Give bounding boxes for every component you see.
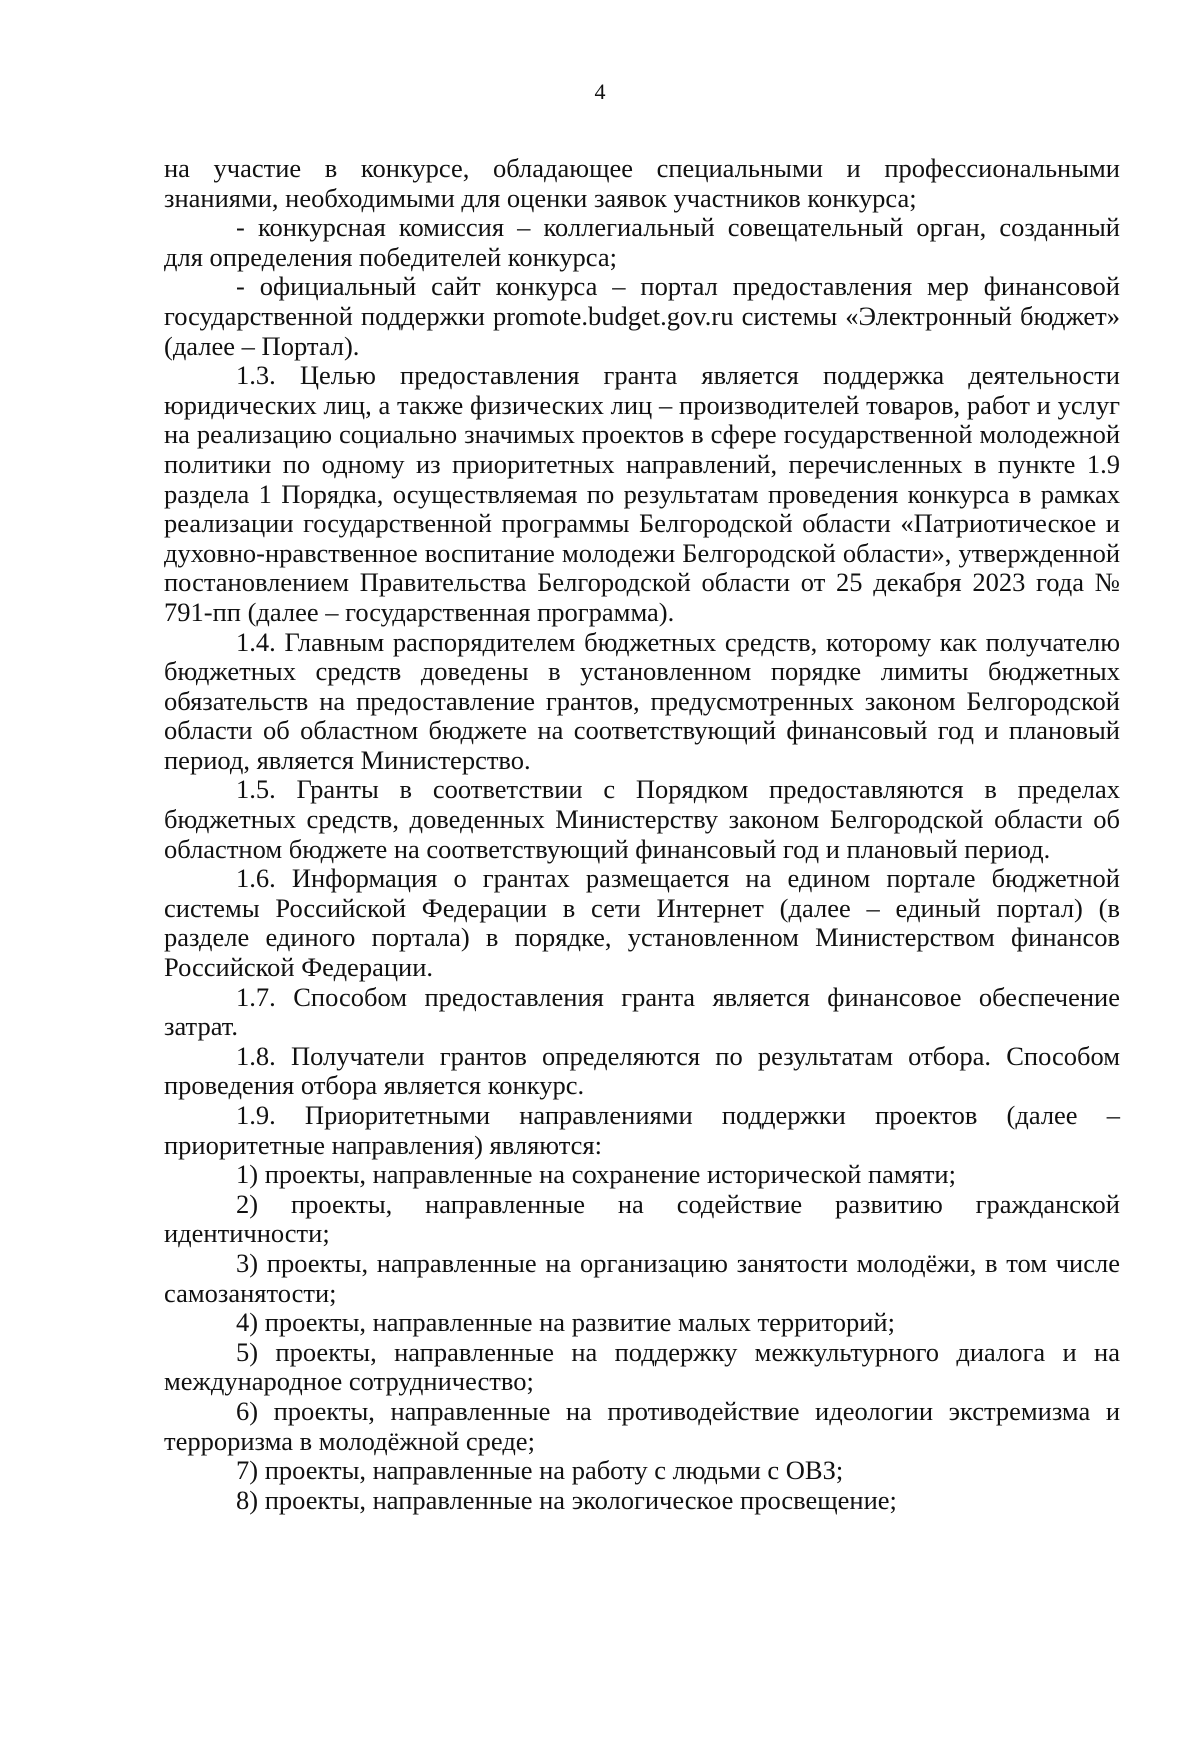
list-item-6: 6) проекты, направленные на противодействие идеологии экстремизма и терроризма в молодёжной среде;	[164, 1395, 1120, 1456]
clause-1-6: 1.6. Информация о грантах размещается на едином портале бюджетной системы Российской Федерации в сети Интернет (далее – единый портал) (в разделе единого портала) в порядке, установленном Министерством финансов Российской Федерации.	[164, 863, 1120, 983]
clause-1-8: 1.8. Получатели грантов определяются по результатам отбора. Способом проведения отбора является конкурс.	[164, 1040, 1120, 1101]
clause-1-4: 1.4. Главным распорядителем бюджетных средств, которому как получателю бюджетных средств доведены в установленном порядке лимиты бюджетных обязательств на предоставление грантов, предусмотренных законом Белгородской области об областном бюджете на соответствующий финансовый год и плановый период, является Министерство.	[164, 626, 1120, 775]
list-item-8: 8) проекты, направленные на экологическое просвещение;	[236, 1484, 897, 1515]
definition-official-site: - официальный сайт конкурса – портал предоставления мер финансовой государственной поддержки promote.budget.gov.ru системы «Электронный бюджет» (далее – Портал).	[164, 271, 1120, 361]
list-item-7: 7) проекты, направленные на работу с людьми с ОВЗ;	[236, 1455, 844, 1486]
clause-1-3: 1.3. Целью предоставления гранта является поддержка деятельности юридических лиц, а также физических лиц – производителей товаров, работ и услуг на реализацию социально значимых проектов в сфере государственной молодежной политики по одному из приоритетных направлений, перечисленных в пункте 1.9 раздела 1 Порядка, осуществляемая по результатам проведения конкурса в рамках реализации государственной программы Белгородской области «Патриотическое и духовно-нравственное воспитание молодежи Белгородской области», утвержденной постановлением Правительства Белгородской области от 25 декабря 2023 года № 791-пп (далее – государственная программа).	[164, 360, 1120, 627]
list-item-1: 1) проекты, направленные на сохранение исторической памяти;	[236, 1159, 956, 1190]
clause-1-7: 1.7. Способом предоставления гранта является финансовое обеспечение затрат.	[164, 981, 1120, 1042]
clause-1-9: 1.9. Приоритетными направлениями поддержки проектов (далее – приоритетные направления) являются:	[164, 1100, 1120, 1160]
list-item-4: 4) проекты, направленные на развитие малых территорий;	[236, 1307, 895, 1338]
clause-1-5: 1.5. Гранты в соответствии с Порядком предоставляются в пределах бюджетных средств, доведенных Министерству законом Белгородской области об областном бюджете на соответствующий финансовый год и плановый период.	[164, 774, 1120, 864]
list-item-3: 3) проекты, направленные на организацию занятости молодёжи, в том числе самозанятости;	[164, 1247, 1120, 1308]
definition-competition-commission: - конкурсная комиссия – коллегиальный совещательный орган, созданный для определения победителей конкурса;	[164, 212, 1120, 272]
paragraph-continuation: на участие в конкурсе, обладающее специальными и профессиональными знаниями, необходимыми для оценки заявок участников конкурса;	[164, 153, 1120, 213]
list-item-2: 2) проекты, направленные на содействие развитию гражданской идентичности;	[164, 1188, 1120, 1249]
list-item-5: 5) проекты, направленные на поддержку межкультурного диалога и на международное сотрудничество;	[164, 1336, 1120, 1397]
document-body	[164, 154, 1120, 1515]
page-number: 4	[594, 79, 606, 104]
